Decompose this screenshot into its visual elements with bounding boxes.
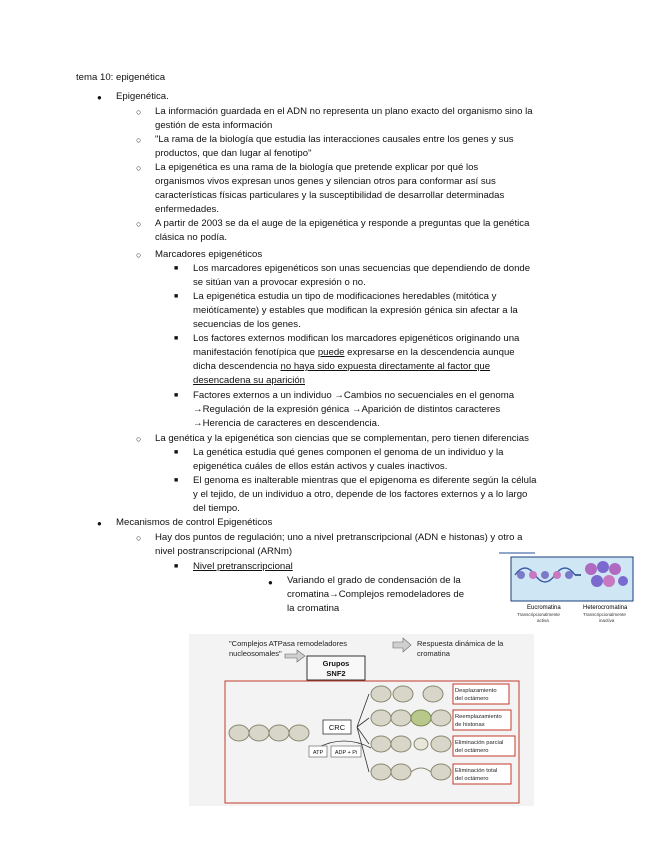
list-item: Variando el grado de condensación de la <box>287 575 461 586</box>
nucleosome-icon <box>609 563 621 575</box>
chromatin-figure <box>495 551 635 629</box>
list-item: y el tejido, de un individuo a otro, depende de los factores externos y a lo largo <box>193 489 528 500</box>
nucleosome-icon <box>565 571 573 579</box>
markers-heading: Marcadores epigenéticos <box>155 249 263 260</box>
nucleosome-icon <box>529 571 537 579</box>
list-item: A partir de 2003 se da el auge de la epigenética y responde a preguntas que la genética <box>155 218 530 229</box>
nucleosome-icon <box>391 710 411 726</box>
nucleosome-icon <box>431 764 451 780</box>
nucleosome-icon <box>269 725 289 741</box>
nucleosome-icon <box>391 764 411 780</box>
list-item: La epigenética estudia un tipo de modificaciones heredables (mitótica y <box>193 291 497 302</box>
bullet-square: ■ <box>174 449 179 456</box>
label-heterocromatina-sub: Transcripcionalmente <box>583 612 626 617</box>
nucleosome-icon <box>553 571 561 579</box>
section-heading-epigenetica: Epigenética. <box>116 91 169 102</box>
bullet-circle: ○ <box>136 135 142 145</box>
outcome-label: Eliminación total <box>455 768 498 774</box>
nucleosome-icon <box>371 764 391 780</box>
outcome-label: de histonas <box>455 722 485 728</box>
list-item: productos, que dan lugar al fenotipo" <box>155 148 312 159</box>
bullet-circle: ○ <box>136 250 142 260</box>
label-grupos: Grupos <box>322 659 350 668</box>
outcome-label: Eliminación parcial <box>455 740 504 746</box>
nucleosome-icon <box>371 686 391 702</box>
nucleosome-icon <box>597 561 609 573</box>
label-atp: ATP <box>312 750 324 756</box>
label-eucromatina-sub: Transcripcionalmente <box>517 612 560 617</box>
bullet-circle: ○ <box>136 533 142 543</box>
nucleosome-icon <box>371 710 391 726</box>
subheading-pretranscripcional: Nivel pretranscripcional <box>193 561 293 572</box>
list-item: Factores externos a un individuo →Cambios no secuenciales en el genoma <box>193 390 515 401</box>
bullet-square: ■ <box>174 335 179 342</box>
label-cromatina: cromatina <box>417 649 450 658</box>
nucleosome-icon <box>423 686 443 702</box>
nucleosome-icon <box>393 686 413 702</box>
nucleosome-icon <box>603 575 615 587</box>
bullet-disc: ● <box>97 519 102 528</box>
list-item: La genética estudia qué genes componen el genoma de un individuo y la <box>193 447 504 458</box>
label-heterocromatina: Heterocromatina <box>583 605 628 611</box>
label-complejos-2: nucleosomales" <box>229 649 282 658</box>
list-item: enfermedades. <box>155 204 219 215</box>
nucleosome-icon <box>517 571 525 579</box>
list-item: organismos vivos expresan unos genes y silencian otros para conformar así sus <box>155 176 496 187</box>
bullet-circle: ○ <box>136 107 142 117</box>
list-item: manifestación fenotípica que puede expresarse en la descendencia aunque <box>193 347 515 358</box>
list-item: nivel postranscripcional (ARNm) <box>155 546 293 557</box>
list-item: La genética y la epigenética son ciencias que se complementan, pero tienen diferencias <box>155 433 529 444</box>
outcome-label: del octámero <box>455 696 489 702</box>
list-item: dicha descendencia no haya sido expuesta directamente al factor que <box>193 361 491 372</box>
list-item: Los marcadores epigenéticos son unas secuencias que dependiendo de donde <box>193 263 531 274</box>
list-item: se sitúan van a provocar expresión o no. <box>193 277 366 288</box>
nucleosome-icon <box>541 571 549 579</box>
label-snf2: SNF2 <box>326 669 346 678</box>
list-item: Los factores externos modifican los marcadores epigenéticos originando una <box>193 333 520 344</box>
nucleosome-icon <box>289 725 309 741</box>
bullet-square: ■ <box>174 265 179 272</box>
page-title: tema 10: epigenética <box>76 72 166 83</box>
nucleosome-icon <box>618 576 628 586</box>
list-item: Hay dos puntos de regulación; uno a nivel pretranscripcional (ADN e histonas) y otro a <box>155 532 523 543</box>
list-item: características físicas particulares y la susceptibilidad de desarrollar determinadas <box>155 190 505 201</box>
label-eucromatina: Eucromatina <box>527 605 561 611</box>
label-heterocromatina-sub2: inactiva <box>599 618 615 623</box>
remodeling-figure <box>189 634 534 806</box>
list-item: gestión de esta información <box>155 120 273 131</box>
partial-nucleosome-icon <box>414 738 428 750</box>
list-item: epigenética cuáles de ellos están activos y cuales inactivos. <box>193 461 448 472</box>
list-item: del tiempo. <box>193 503 240 514</box>
bullet-circle: ○ <box>136 163 142 173</box>
bullet-square: ■ <box>174 477 179 484</box>
list-item: cromatina→Complejos remodeladores de <box>287 589 465 600</box>
list-item: la cromatina <box>287 603 340 614</box>
list-item: La información guardada en el ADN no representa un plano exacto del organismo sino la <box>155 106 533 117</box>
list-item: clásica no podía. <box>155 232 227 243</box>
outcome-row-1 <box>371 686 443 702</box>
section-heading-mecanismos: Mecanismos de control Epigenéticos <box>116 517 273 528</box>
bullet-disc: ● <box>97 93 102 102</box>
nucleosome-icon <box>371 736 391 752</box>
nucleosome-icon <box>431 736 451 752</box>
list-item: La epigenética es una rama de la biología que pretende explicar por qué los <box>155 162 479 173</box>
list-item: El genoma es inalterable mientras que el epigenoma es diferente según la célula <box>193 475 537 486</box>
label-crc: CRC <box>328 723 346 732</box>
list-item: meiótícamente) y estables que modifican la expresión génica sin afectar a la <box>193 305 518 316</box>
nucleosome-icon <box>585 563 597 575</box>
outcome-label: del octámero <box>455 776 489 782</box>
nucleosome-icon <box>431 710 451 726</box>
bullet-square: ■ <box>174 563 179 570</box>
bullet-circle: ○ <box>136 219 142 229</box>
label-adp: ADP + Pi <box>334 750 358 756</box>
list-item: →Herencia de caracteres en descendencia. <box>193 418 380 429</box>
bullet-circle: ○ <box>136 434 142 444</box>
outcome-label: Reemplazamiento <box>455 714 502 720</box>
nucleosome-icon <box>591 575 603 587</box>
bullet-square: ■ <box>174 392 179 399</box>
list-item: desencadena su aparición <box>193 375 306 386</box>
outcome-label: Desplazamiento <box>455 688 497 694</box>
label-respuesta: Respuesta dinámica de la <box>417 639 504 648</box>
label-eucromatina-sub2: activa <box>537 618 549 623</box>
nucleosome-icon <box>249 725 269 741</box>
nucleosome-icon <box>391 736 411 752</box>
nucleosome-variant-icon <box>411 710 431 726</box>
list-item: "La rama de la biología que estudia las interacciones causales entre los genes y sus <box>155 134 514 145</box>
bullet-square: ■ <box>174 293 179 300</box>
list-item: →Regulación de la expresión génica →Aparición de distintos caracteres <box>193 404 501 415</box>
outcome-label: del octámero <box>455 748 489 754</box>
nucleosome-icon <box>229 725 249 741</box>
list-item: secuencias de los genes. <box>193 319 301 330</box>
label-complejos: "Complejos ATPasa remodeladores <box>229 639 347 648</box>
bullet-disc: ● <box>268 578 273 587</box>
